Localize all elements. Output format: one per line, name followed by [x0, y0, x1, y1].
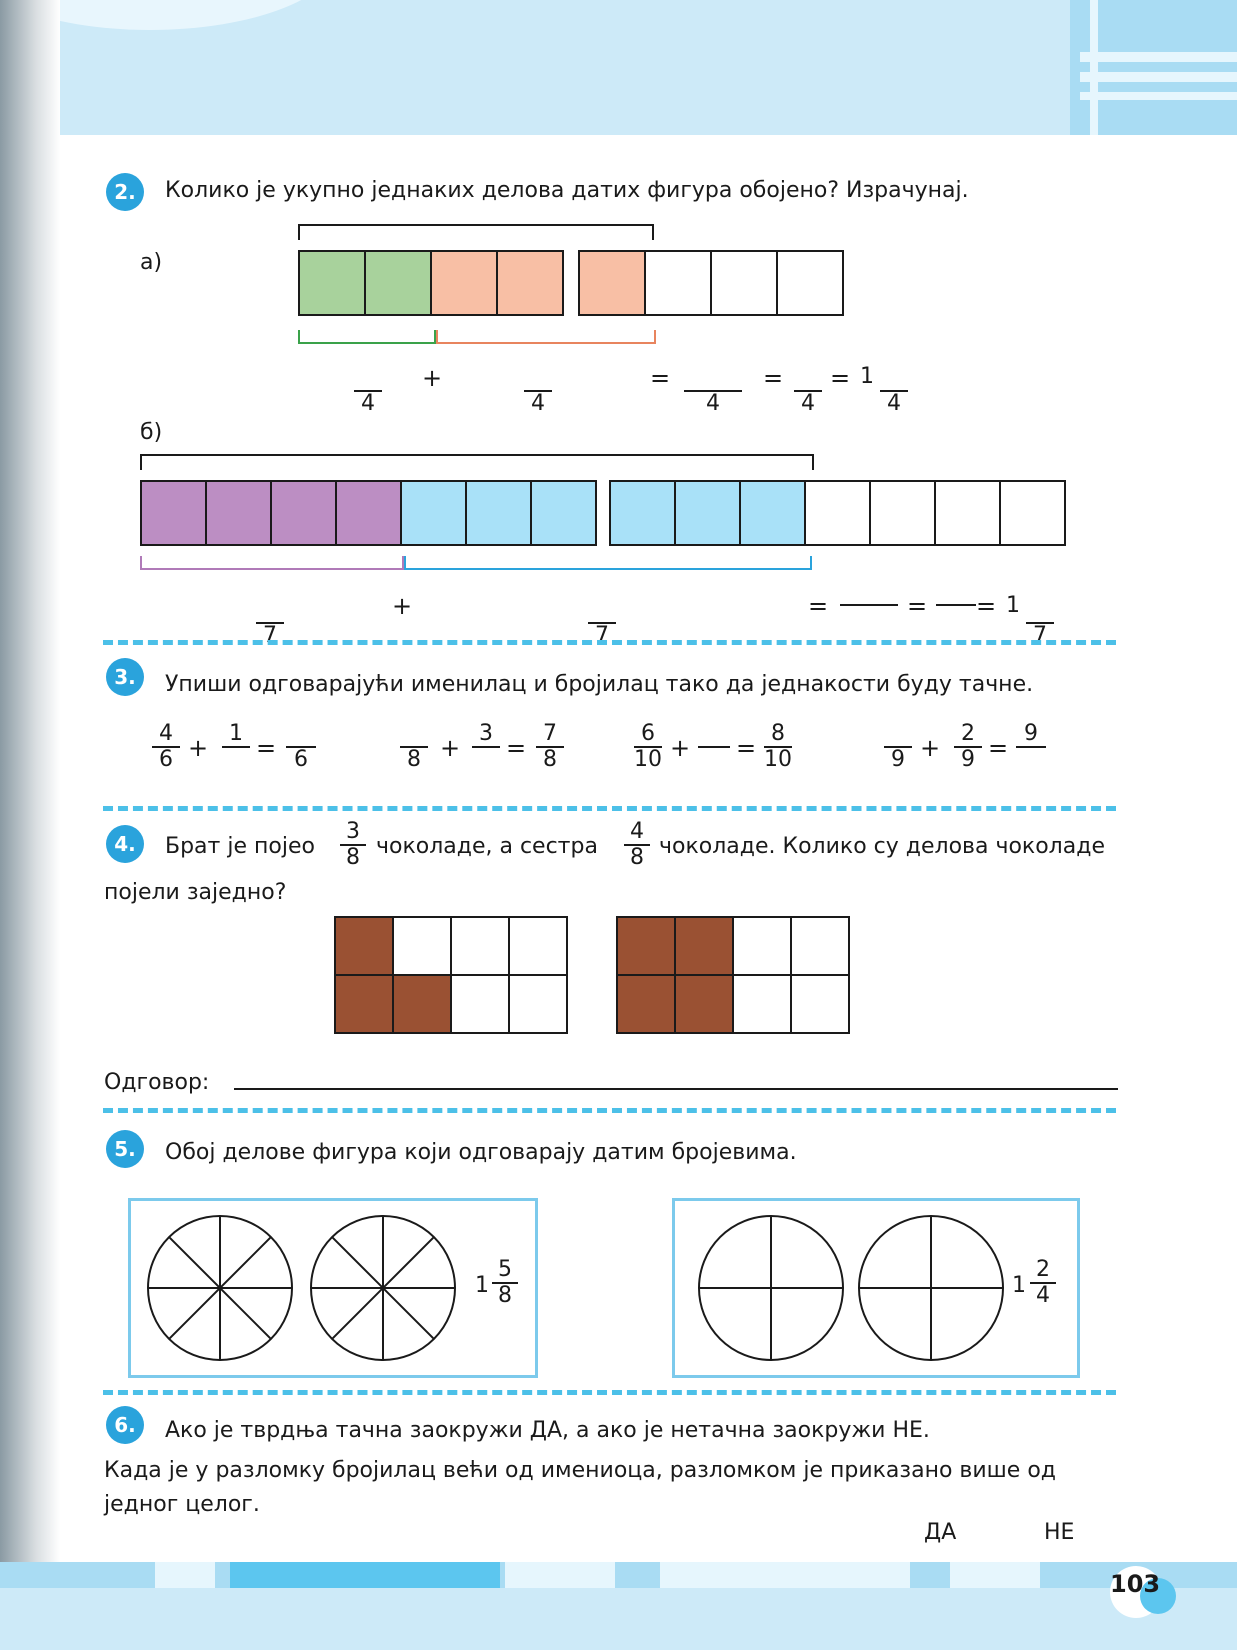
task-2b-cell — [205, 480, 272, 546]
task-2a-cell — [298, 250, 366, 316]
header-stripes — [1070, 0, 1237, 135]
task-3-eq2-plus: + — [440, 734, 461, 762]
task-2b-whole: 1 — [1006, 593, 1020, 618]
task-3-eq1-frac-3: 6 — [286, 722, 316, 772]
task-2a-green-bracket — [298, 330, 436, 344]
task-5-right-whole: 1 — [1012, 1273, 1026, 1298]
task-2-text: Колико је укупно једнаких делова датих фигура обојено? Израчунај. — [165, 178, 969, 203]
task-2b-label: б) — [140, 420, 163, 445]
task-5-badge: 5. — [106, 1130, 144, 1168]
task-2a-frac-2: 4 — [524, 366, 552, 416]
task-2b-cell — [674, 480, 741, 546]
task-5-left-whole: 1 — [475, 1273, 489, 1298]
task-4-chocolate-2-piece — [616, 974, 676, 1034]
task-2a-plus: + — [422, 364, 443, 392]
task-3-badge: 3. — [106, 658, 144, 696]
task-2-badge: 2. — [106, 173, 144, 211]
task-2b-eq-3: = — [976, 592, 997, 620]
task-3-eq3-eq: = — [736, 734, 757, 762]
task-2a-eq-3: = — [830, 364, 851, 392]
task-2b-cell — [530, 480, 597, 546]
task-4-chocolate-2-piece — [790, 916, 850, 976]
task-2b-cell — [270, 480, 337, 546]
task-4-badge: 4. — [106, 825, 144, 863]
task-3-eq1-eq: = — [256, 734, 277, 762]
task-2a-cell — [364, 250, 432, 316]
task-2b-blank-2 — [936, 604, 976, 606]
task-2b-cell — [335, 480, 402, 546]
footer-strip — [0, 1562, 1237, 1588]
separator-3 — [103, 1108, 1116, 1113]
task-3-eq3-plus: + — [670, 734, 691, 762]
task-5-text: Обој делове фигура који одговарају датим бројевима. — [165, 1140, 797, 1165]
task-6-text: Ако је тврдња тачна заокружи ДА, а ако је нетачна заокружи НЕ. — [165, 1418, 930, 1443]
task-2a-salmon-bracket — [436, 330, 656, 344]
task-4-chocolate-2-piece — [674, 974, 734, 1034]
task-2b-cell — [609, 480, 676, 546]
task-6-statement-1: Када је у разломку бројилац већи од имениоца, разломком је приказано више од — [104, 1458, 1056, 1483]
task-2a-frac-4: 4 — [794, 366, 822, 416]
task-2b-cell — [804, 480, 871, 546]
task-2b-cell — [465, 480, 532, 546]
task-2b-frac-5: 7 — [1026, 598, 1054, 648]
task-2a-cell — [710, 250, 778, 316]
task-4-chocolate-1-piece — [508, 916, 568, 976]
task-2a-label: а) — [140, 250, 163, 275]
task-6-statement-2: једног целог. — [104, 1492, 260, 1517]
task-2a-frac-3: 4 — [684, 366, 742, 416]
task-2b-cell — [999, 480, 1066, 546]
task-4-chocolate-2-piece — [732, 974, 792, 1034]
task-4-text-b: чоколаде, а сестра — [376, 834, 598, 859]
task-2b-cell — [140, 480, 207, 546]
task-2a-cell — [430, 250, 498, 316]
task-2a-frac-1: 4 — [354, 366, 382, 416]
task-2a-top-bracket — [298, 224, 654, 240]
task-2b-cell — [934, 480, 1001, 546]
task-3-eq4-eq: = — [988, 734, 1009, 762]
task-3-eq2-frac-2: 3 — [472, 722, 500, 772]
task-4-text-a: Брат је појео — [165, 834, 315, 859]
task-2a-cell — [578, 250, 646, 316]
task-4-chocolate-1-piece — [450, 974, 510, 1034]
task-3-eq2-frac-3: 7 8 — [536, 722, 564, 772]
task-5-left-frac: 5 8 — [492, 1258, 518, 1308]
task-4-chocolate-1-piece — [392, 974, 452, 1034]
task-3-eq1-frac-2: 1 — [222, 722, 250, 772]
task-3-eq3-frac-2 — [698, 722, 730, 772]
task-3-text: Упиши одговарајући именилац и бројилац тако да једнакости буду тачне. — [165, 672, 1034, 697]
page-number: 103 — [1110, 1570, 1161, 1598]
task-3-eq4-frac-2: 2 9 — [954, 722, 982, 772]
separator-4 — [103, 1390, 1116, 1395]
task-3-eq3-frac-1: 6 10 — [634, 721, 662, 772]
task-6-yes[interactable]: ДА — [924, 1520, 957, 1545]
task-4-answer-line[interactable] — [234, 1088, 1118, 1090]
task-3-eq2-frac-1: 8 — [400, 722, 428, 772]
task-4-text-d: појели заједно? — [104, 880, 287, 905]
task-4-chocolate-1-piece — [508, 974, 568, 1034]
task-2b-blue-bracket — [404, 556, 812, 570]
task-3-eq1-frac-1: 4 6 — [152, 722, 180, 772]
task-4-chocolate-1-piece — [334, 974, 394, 1034]
task-4-chocolate-1-piece — [392, 916, 452, 976]
task-2b-cell — [400, 480, 467, 546]
task-4-answer-label: Одговор: — [104, 1070, 210, 1095]
task-2b-top-bracket — [140, 454, 814, 470]
task-3-eq4-frac-1: 9 — [884, 722, 912, 772]
left-binding-shadow — [0, 0, 60, 1650]
task-2b-plus: + — [392, 592, 413, 620]
task-5-right-circles — [688, 1210, 1008, 1365]
task-4-frac-1: 3 8 — [340, 820, 366, 870]
task-2b-cell — [869, 480, 936, 546]
task-2a-eq-1: = — [650, 364, 671, 392]
task-2a-frac-5: 4 — [880, 366, 908, 416]
task-2a-cell — [644, 250, 712, 316]
task-2b-cell — [739, 480, 806, 546]
task-4-frac-2: 4 8 — [624, 820, 650, 870]
task-2a-cell — [496, 250, 564, 316]
task-4-chocolate-2-piece — [790, 974, 850, 1034]
task-4-chocolate-1-piece — [450, 916, 510, 976]
task-4-chocolate-2-piece — [674, 916, 734, 976]
task-2b-eq-2: = — [907, 592, 928, 620]
task-3-eq4-plus: + — [920, 734, 941, 762]
task-5-right-frac: 2 4 — [1030, 1258, 1056, 1308]
task-2b-frac-2: 7 — [588, 598, 616, 648]
task-6-no[interactable]: НЕ — [1044, 1520, 1075, 1545]
separator-2 — [103, 806, 1116, 811]
task-2a-cell — [776, 250, 844, 316]
task-4-chocolate-1-piece — [334, 916, 394, 976]
task-2b-frac-1: 7 — [256, 598, 284, 648]
task-2a-eq-2: = — [763, 364, 784, 392]
task-6-badge: 6. — [106, 1406, 144, 1444]
task-3-eq1-plus: + — [188, 734, 209, 762]
task-2b-blank-1 — [840, 604, 898, 606]
task-2b-purple-bracket — [140, 556, 404, 570]
task-2b-eq-1: = — [808, 592, 829, 620]
separator-1 — [103, 640, 1116, 645]
task-3-eq4-frac-3: 9 — [1016, 722, 1046, 772]
task-4-text-c: чоколаде. Колико су делова чоколаде — [659, 834, 1105, 859]
task-4-chocolate-2-piece — [732, 916, 792, 976]
task-5-left-circles — [140, 1210, 470, 1365]
task-3-eq3-frac-3: 8 10 — [764, 721, 792, 772]
task-2a-whole: 1 — [860, 364, 874, 389]
task-4-chocolate-2-piece — [616, 916, 676, 976]
task-3-eq2-eq: = — [506, 734, 527, 762]
